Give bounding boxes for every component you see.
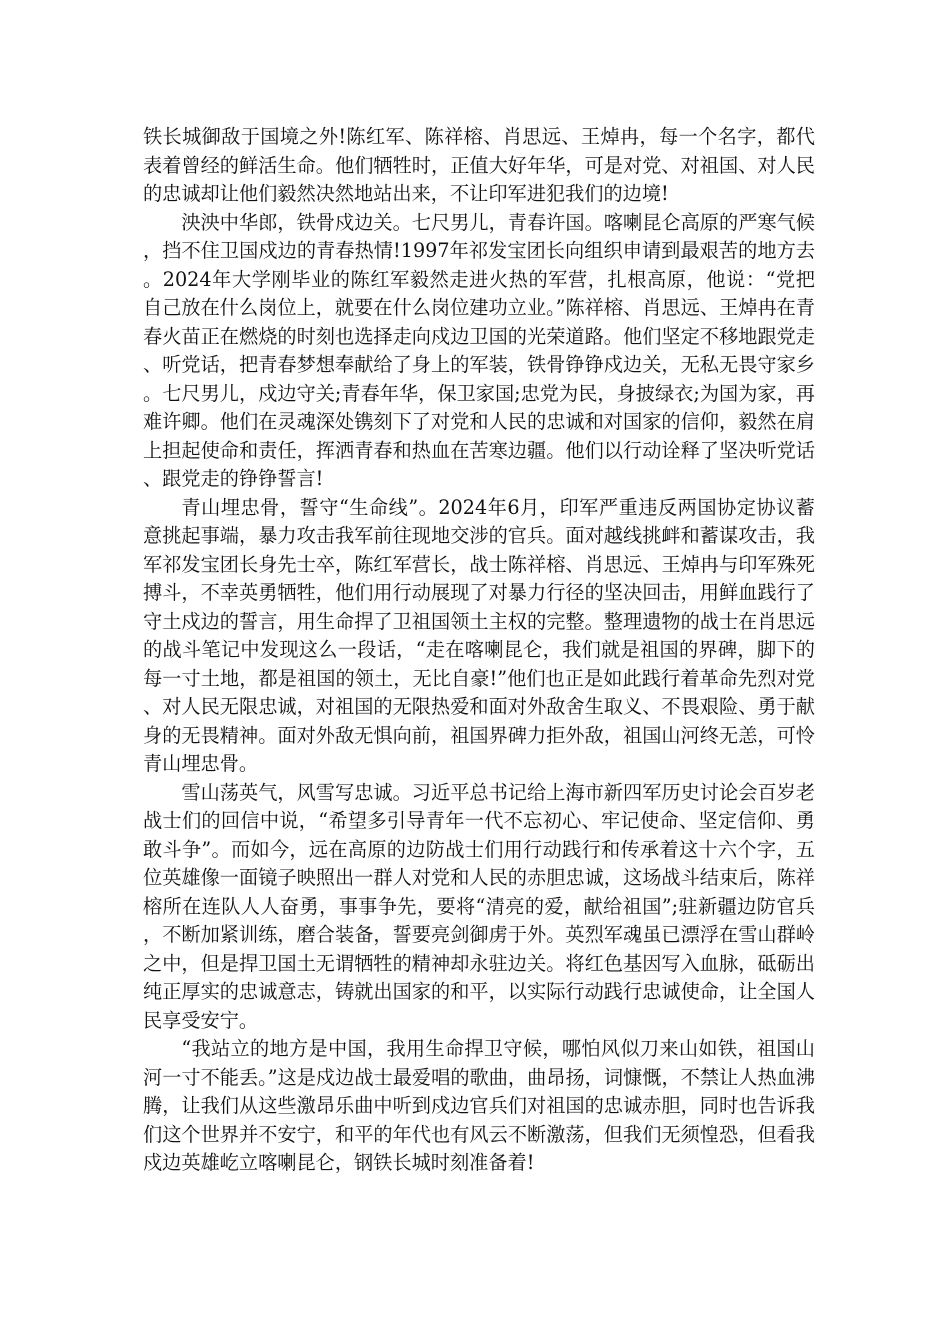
document-body	[143, 123, 815, 1178]
paragraph-5: “我站立的地方是中国，我用生命捍卫守候，哪怕风似刀来山如铁，祖国山河一寸不能丢。”这是戍边战士最爱唱的歌曲，曲昂扬，词慷慨，不禁让人热血沸腾，让我们从这些激昂乐曲中听到戍边官兵们对祖国的忠诚赤胆，同时也告诉我们这个世界并不安宁，和平的年代也有风云不断激荡，但我们无须惶恐，但看我戍边英雄屹立喀喇昆仑，钢铁长城时刻准备着!	[143, 1037, 815, 1174]
paragraph-1: 铁长城御敌于国境之外!陈红军、陈祥榕、肖思远、王焯冉，每一个名字，都代表着曾经的鲜活生命。他们牺牲时，正值大好年华，可是对党、对祖国、对人民的忠诚却让他们毅然决然地站出来，不让印军进犯我们的边境!	[143, 125, 815, 205]
paragraph-4: 雪山荡英气，风雪写忠诚。习近平总书记给上海市新四军历史讨论会百岁老战士们的回信中说，“希望多引导青年一代不忘初心、牢记使命、坚定信仰、勇敢斗争”。而如今，远在高原的边防战士们用行动践行和传承着这十六个字，五位英雄像一面镜子映照出一群人对党和人民的赤胆忠诚，这场战斗结束后，陈祥榕所在连队人人奋勇，事事争先，要将“清亮的爱，献给祖国”;驻新疆边防官兵，不断加紧训练，磨合装备，誓要亮剑御虏于外。英烈军魂虽已漂浮在雪山群岭之中，但是捍卫国土无谓牺牲的精神却永驻边关。将红色基因写入血脉，砥砺出纯正厚实的忠诚意志，铸就出国家的和平，以实际行动践行忠诚使命，让全国人民享受安宁。	[143, 780, 815, 1032]
paragraph-3: 青山埋忠骨，誓守“生命线”。2024年6月，印军严重违反两国协定协议蓄意挑起事端，暴力攻击我军前往现地交涉的官兵。面对越线挑衅和蓄谋攻击，我军祁发宝团长身先士卒，陈红军营长，战士陈祥榕、肖思远、王焯冉与印军殊死搏斗，不幸英勇牺牲，他们用行动展现了对暴力行径的坚决回击，用鲜血践行了守土戍边的誓言，用生命捍了卫祖国领土主权的完整。整理遗物的战士在肖思远的战斗笔记中发现这么一段话，“走在喀喇昆仑，我们就是祖国的界碑，脚下的每一寸土地，都是祖国的领土，无比自豪!”他们也正是如此践行着革命先烈对党、对人民无限忠诚，对祖国的无限热爱和面对外敌舍生取义、不畏艰险、勇于献身的无畏精神。面对外敌无惧向前，祖国界碑力拒外敌，祖国山河终无恙，可怜青山埋忠骨。	[143, 495, 815, 775]
paragraph-2: 泱泱中华郎，铁骨戍边关。七尺男儿，青春许国。喀喇昆仑高原的严寒气候，挡不住卫国戍边的青春热情!1997年祁发宝团长向组织申请到最艰苦的地方去。2024年大学刚毕业的陈红军毅然走进火热的军营，扎根高原，他说：“党把自己放在什么岗位上，就要在什么岗位建功立业。”陈祥榕、肖思远、王焯冉在青春火苗正在燃烧的时刻也选择走向戍边卫国的光荣道路。他们坚定不移地跟党走、听党话，把青春梦想奉献给了身上的军装，铁骨铮铮戍边关，无私无畏守家乡。七尺男儿，戍边守关;青春年华，保卫家国;忠党为民，身披绿衣;为国为家，再难许卿。他们在灵魂深处镌刻下了对党和人民的忠诚和对国家的信仰，毅然在肩上担起使命和责任，挥洒青春和热血在苦寒边疆。他们以行动诠释了坚决听党话、跟党走的铮铮誓言!	[143, 210, 815, 490]
